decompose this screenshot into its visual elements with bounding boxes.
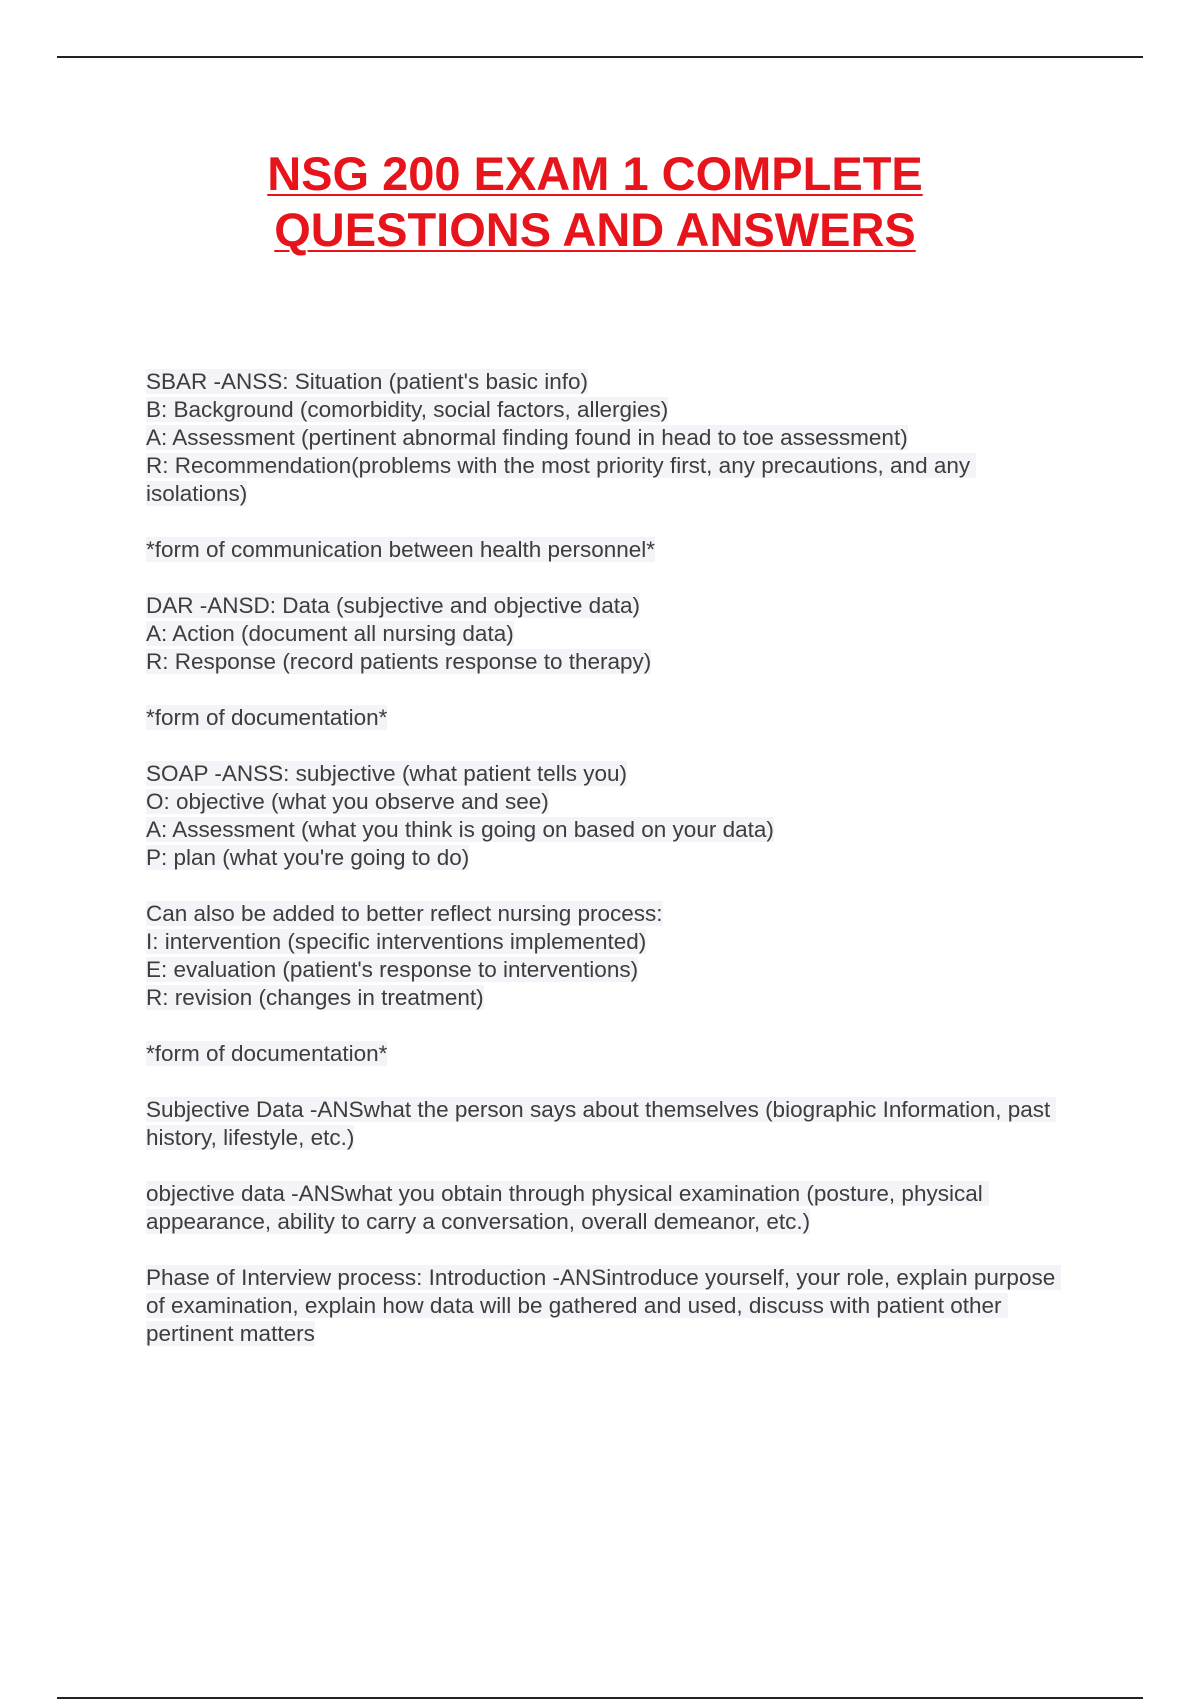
qa-line (146, 368, 1076, 396)
qa-line-text: B: Background (comorbidity, social factors, allergies) (146, 397, 669, 422)
top-divider (57, 56, 1143, 58)
qa-line (146, 984, 1076, 1012)
qa-line-text: Phase of Interview process: Introduction -ANSintroduce yourself, your role, explain purpose of examination, explain how data will be gathered and used, discuss with patient other pertinent matters (146, 1265, 1062, 1346)
qa-line (146, 1040, 1076, 1068)
qa-block (146, 900, 1076, 1012)
qa-block (146, 536, 1076, 564)
qa-block (146, 704, 1076, 732)
title-line-1: NSG 200 EXAM 1 COMPLETE (267, 147, 923, 200)
qa-block (146, 760, 1076, 872)
document-title (0, 146, 1190, 258)
qa-line-text: O: objective (what you observe and see) (146, 789, 549, 814)
qa-line (146, 620, 1076, 648)
qa-line-text: A: Action (document all nursing data) (146, 621, 514, 646)
qa-line (146, 816, 1076, 844)
qa-block (146, 592, 1076, 676)
qa-line-text: A: Assessment (what you think is going on based on your data) (146, 817, 774, 842)
qa-line-text: DAR -ANSD: Data (subjective and objective data) (146, 593, 640, 618)
qa-line-text: E: evaluation (patient's response to interventions) (146, 957, 639, 982)
qa-line (146, 704, 1076, 732)
document-body (146, 368, 1076, 1376)
qa-line (146, 396, 1076, 424)
qa-line-text: Can also be added to better reflect nursing process: (146, 901, 663, 926)
qa-line (146, 844, 1076, 872)
qa-line-text: R: Response (record patients response to therapy) (146, 649, 652, 674)
qa-line (146, 956, 1076, 984)
title-line-2: QUESTIONS AND ANSWERS (274, 203, 916, 256)
bottom-divider (57, 1697, 1143, 1699)
qa-block (146, 368, 1076, 508)
qa-block (146, 1040, 1076, 1068)
qa-line (146, 452, 1076, 508)
qa-line-text: *form of documentation* (146, 705, 388, 730)
qa-line (146, 900, 1076, 928)
qa-line (146, 1180, 1076, 1236)
qa-line (146, 1264, 1076, 1348)
qa-line-text: A: Assessment (pertinent abnormal finding found in head to toe assessment) (146, 425, 908, 450)
qa-line-text: SBAR -ANSS: Situation (patient's basic info) (146, 369, 588, 394)
qa-line (146, 760, 1076, 788)
qa-block (146, 1180, 1076, 1236)
qa-line (146, 1096, 1076, 1152)
qa-line (146, 788, 1076, 816)
qa-line-text: SOAP -ANSS: subjective (what patient tells you) (146, 761, 628, 786)
qa-line-text: I: intervention (specific interventions implemented) (146, 929, 647, 954)
qa-line-text: P: plan (what you're going to do) (146, 845, 470, 870)
qa-line-text: objective data -ANSwhat you obtain through physical examination (posture, physical appearance, ability to carry a conversation, overall demeanor, etc.) (146, 1181, 989, 1234)
qa-line (146, 536, 1076, 564)
qa-line (146, 928, 1076, 956)
qa-line (146, 648, 1076, 676)
qa-block (146, 1096, 1076, 1152)
qa-line-text: *form of communication between health personnel* (146, 537, 656, 562)
qa-line-text: R: revision (changes in treatment) (146, 985, 484, 1010)
qa-line-text: R: Recommendation(problems with the most priority first, any precautions, and any isolations) (146, 453, 977, 506)
qa-block (146, 1264, 1076, 1348)
qa-line-text: *form of documentation* (146, 1041, 388, 1066)
qa-line (146, 424, 1076, 452)
qa-line (146, 592, 1076, 620)
qa-line-text: Subjective Data -ANSwhat the person says about themselves (biographic Information, past history, lifestyle, etc.) (146, 1097, 1057, 1150)
